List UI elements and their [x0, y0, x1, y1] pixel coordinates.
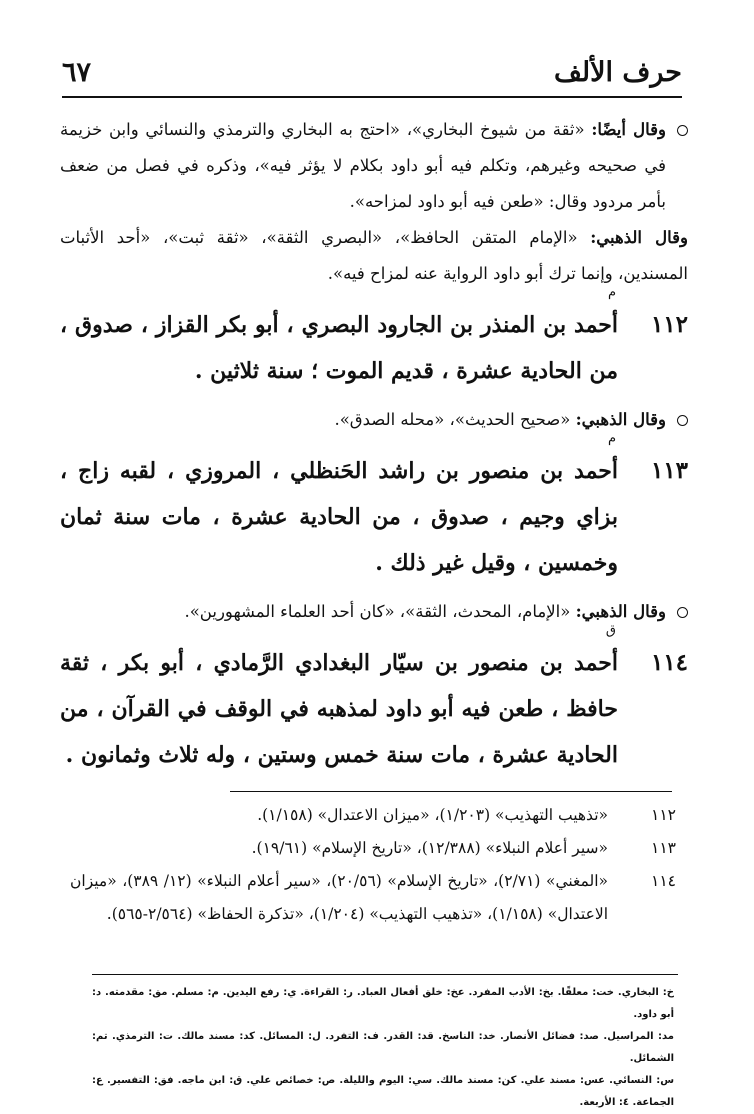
entry-name: أحمد: [574, 312, 618, 338]
header-rule: [62, 96, 682, 98]
note-label: وقال أيضًا:: [591, 120, 666, 139]
circle-bullet-icon: [677, 607, 688, 618]
footnotes: [70, 799, 676, 931]
note-dhahabi-4: [60, 594, 688, 630]
footnote-number: ١١٢: [651, 806, 676, 824]
note-dhahabi-1: [60, 112, 688, 220]
footnote-rule: [230, 791, 672, 792]
entry-name: أحمد: [574, 650, 618, 676]
abbreviation-legend: [92, 982, 674, 1114]
entry-body: بن المنذر بن الجارود البصري ، أبو بكر القزاز ، صدوق ، من الحادية عشرة ، قديم الموت ؛ سنة ثلاثين .: [60, 312, 618, 384]
entry-113: [60, 431, 688, 586]
note-text: «الإمام المتقن الحافظ»، «البصري الثقة»، «ثقة ثبت»، «أحد الأثبات المسندين، وإنما ترك أبو داود الرواية عنه لمزاح فيه».: [60, 228, 688, 283]
note-text: «ثقة من شيوخ البخاري»، «احتج به البخاري والترمذي والنسائي وابن خزيمة في صحيحه وغيرهم، وتكلم فيه أبو داود بكلام لا يؤثر فيه»، وذكره في فصل من ضعف بأمر مردود وقال: «طعن فيه أبو داود لمزاحه».: [60, 120, 666, 211]
footnote-text: «المغني» (٢/٧١)، «تاريخ الإسلام» (٢٠/٥٦)، «سير أعلام النبلاء» (١٢/ ٣٨٩)، «ميزان الاعتدال» (١/١٥٨)، «تذهيب التهذيب» (١/٢٠٤)، «تذكرة الحفاظ» (٢/٥٦٤-٥٦٥).: [70, 872, 608, 923]
page-header: [62, 52, 682, 92]
legend-rule: [92, 974, 678, 975]
main-text: [60, 112, 688, 786]
book-symbol: م: [607, 285, 616, 300]
note-label: وقال الذهبي:: [575, 602, 666, 621]
entry-number: ١١٤: [650, 649, 688, 676]
entry-body: بن منصور بن سيّار البغدادي الرَّمادي ، أبو بكر ، ثقة حافظ ، طعن فيه أبو داود لمذهبه في الوقف في القرآن ، من الحادية عشرة ، مات سنة خمس وستين ، وله ثلاث وثمانون .: [60, 650, 618, 768]
entry-number: ١١٢: [650, 311, 688, 338]
footnote-number: ١١٤: [651, 872, 676, 890]
legend-line: خ: البخاري. خت: معلقًا. بخ: الأدب المفرد. عخ: خلق أفعال العباد. ر: القراءة. ي: رفع اليدين. م: مسلم. مق: مقدمته. د: أبو داود.: [92, 987, 674, 1020]
note-text: «صحيح الحديث»، «محله الصدق».: [334, 410, 571, 429]
circle-bullet-icon: [677, 415, 688, 426]
entry-body: بن منصور بن راشد الحَنظلي ، المروزي ، لقبه زاج ، بزاي وجيم ، صدوق ، من الحادية عشرة ، مات سنة ثمان وخمسين ، وقيل غير ذلك .: [60, 458, 618, 576]
entry-number: ١١٣: [650, 457, 688, 484]
note-dhahabi-3: [60, 402, 688, 438]
legend-line: مد: المراسيل. صد: فضائل الأنصار. خد: الناسخ. قد: القدر. ف: التفرد. ل: المسائل. كد: مسند مالك. ت: الترمذي. تم: الشمائل.: [92, 1031, 674, 1064]
note-text: «الإمام، المحدث، الثقة»، «كان أحد العلماء المشهورين».: [184, 602, 571, 621]
footnote-row: [70, 832, 676, 865]
page-number: ٦٧: [62, 56, 92, 88]
footnote-row: [70, 799, 676, 832]
note-dhahabi-2: [60, 220, 688, 292]
entry-name: أحمد: [574, 458, 618, 484]
footnote-number: ١١٣: [651, 839, 676, 857]
running-title: حرف الألف: [553, 56, 682, 88]
book-symbol: م: [607, 431, 616, 446]
circle-bullet-icon: [677, 125, 688, 136]
note-label: وقال الذهبي:: [590, 228, 688, 247]
note-label: وقال الذهبي:: [575, 410, 666, 429]
entry-112: [60, 285, 688, 394]
entry-114: [60, 623, 688, 778]
footnote-row: [70, 865, 676, 931]
footnote-text: «تذهيب التهذيب» (١/٢٠٣)، «ميزان الاعتدال» (١/١٥٨).: [257, 806, 608, 824]
book-symbol: ق: [605, 623, 616, 638]
footnote-text: «سير أعلام النبلاء» (١٢/٣٨٨)، «تاريخ الإسلام» (١٩/٦١).: [251, 839, 608, 857]
legend-line: س: النسائي. عس: مسند علي. كن: مسند مالك. سي: اليوم والليلة. ص: خصائص علي. ق: ابن ماجه. فق: التفسير. ع: الجماعة. ٤: الأربعة.: [92, 1075, 674, 1108]
